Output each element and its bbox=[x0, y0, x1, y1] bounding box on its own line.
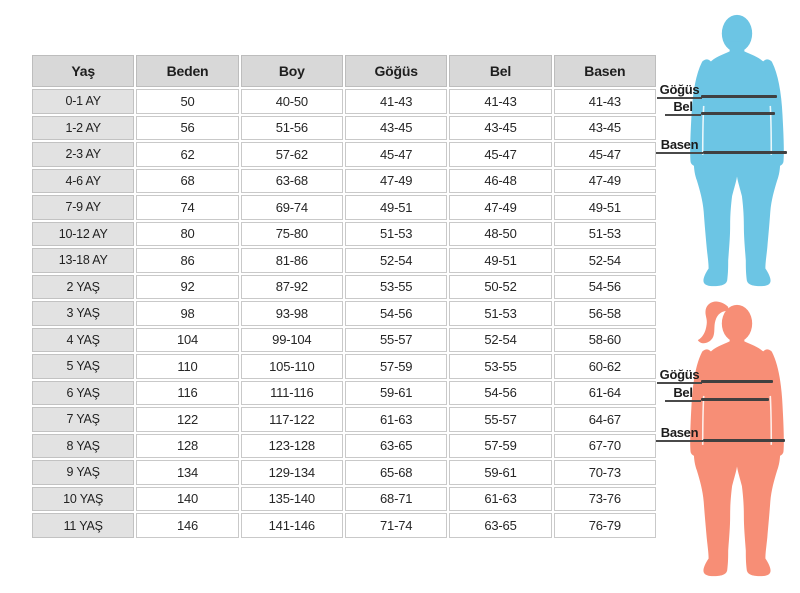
value-cell: 65-68 bbox=[345, 460, 447, 485]
column-header-1: Beden bbox=[136, 55, 238, 87]
value-cell: 61-64 bbox=[554, 381, 656, 406]
row-label-cell: 3 YAŞ bbox=[32, 301, 134, 326]
value-cell: 71-74 bbox=[345, 513, 447, 538]
size-table-body bbox=[32, 89, 656, 538]
value-cell: 59-61 bbox=[449, 460, 551, 485]
value-cell: 51-53 bbox=[449, 301, 551, 326]
value-cell: 146 bbox=[136, 513, 238, 538]
value-cell: 135-140 bbox=[241, 487, 343, 512]
value-cell: 134 bbox=[136, 460, 238, 485]
value-cell: 54-56 bbox=[449, 381, 551, 406]
value-cell: 129-134 bbox=[241, 460, 343, 485]
value-cell: 41-43 bbox=[345, 89, 447, 114]
size-table bbox=[30, 53, 658, 540]
row-label-cell: 2-3 AY bbox=[32, 142, 134, 167]
value-cell: 86 bbox=[136, 248, 238, 273]
column-header-4: Bel bbox=[449, 55, 551, 87]
value-cell: 63-65 bbox=[345, 434, 447, 459]
value-cell: 45-47 bbox=[345, 142, 447, 167]
row-label-cell: 10-12 AY bbox=[32, 222, 134, 247]
value-cell: 57-59 bbox=[345, 354, 447, 379]
table-row bbox=[32, 89, 656, 114]
value-cell: 54-56 bbox=[345, 301, 447, 326]
row-label-cell: 2 YAŞ bbox=[32, 275, 134, 300]
value-cell: 67-70 bbox=[554, 434, 656, 459]
table-row bbox=[32, 434, 656, 459]
value-cell: 47-49 bbox=[449, 195, 551, 220]
value-cell: 92 bbox=[136, 275, 238, 300]
value-cell: 53-55 bbox=[449, 354, 551, 379]
waist-measure-line bbox=[701, 398, 769, 401]
value-cell: 59-61 bbox=[345, 381, 447, 406]
value-cell: 70-73 bbox=[554, 460, 656, 485]
figure-blue-child bbox=[655, 0, 800, 295]
row-label-cell: 9 YAŞ bbox=[32, 460, 134, 485]
value-cell: 55-57 bbox=[345, 328, 447, 353]
value-cell: 43-45 bbox=[345, 116, 447, 141]
hips-label: Basen bbox=[656, 138, 703, 154]
value-cell: 62 bbox=[136, 142, 238, 167]
row-label-cell: 0-1 AY bbox=[32, 89, 134, 114]
column-header-2: Boy bbox=[241, 55, 343, 87]
value-cell: 93-98 bbox=[241, 301, 343, 326]
value-cell: 74 bbox=[136, 195, 238, 220]
table-row bbox=[32, 275, 656, 300]
value-cell: 47-49 bbox=[554, 169, 656, 194]
value-cell: 58-60 bbox=[554, 328, 656, 353]
value-cell: 51-56 bbox=[241, 116, 343, 141]
table-row bbox=[32, 142, 656, 167]
value-cell: 122 bbox=[136, 407, 238, 432]
table-row bbox=[32, 195, 656, 220]
row-label-cell: 8 YAŞ bbox=[32, 434, 134, 459]
value-cell: 57-62 bbox=[241, 142, 343, 167]
row-label-cell: 11 YAŞ bbox=[32, 513, 134, 538]
row-label-cell: 13-18 AY bbox=[32, 248, 134, 273]
value-cell: 50 bbox=[136, 89, 238, 114]
value-cell: 141-146 bbox=[241, 513, 343, 538]
value-cell: 105-110 bbox=[241, 354, 343, 379]
figure-pink-child bbox=[655, 290, 800, 585]
value-cell: 48-50 bbox=[449, 222, 551, 247]
value-cell: 43-45 bbox=[449, 116, 551, 141]
value-cell: 69-74 bbox=[241, 195, 343, 220]
value-cell: 63-68 bbox=[241, 169, 343, 194]
row-label-cell: 7-9 AY bbox=[32, 195, 134, 220]
table-row bbox=[32, 169, 656, 194]
table-row bbox=[32, 513, 656, 538]
value-cell: 117-122 bbox=[241, 407, 343, 432]
row-label-cell: 7 YAŞ bbox=[32, 407, 134, 432]
value-cell: 110 bbox=[136, 354, 238, 379]
value-cell: 116 bbox=[136, 381, 238, 406]
row-label-cell: 4-6 AY bbox=[32, 169, 134, 194]
chest-label: Göğüs bbox=[657, 368, 702, 384]
value-cell: 104 bbox=[136, 328, 238, 353]
value-cell: 57-59 bbox=[449, 434, 551, 459]
value-cell: 49-51 bbox=[449, 248, 551, 273]
value-cell: 61-63 bbox=[449, 487, 551, 512]
value-cell: 52-54 bbox=[554, 248, 656, 273]
hips-measure-line bbox=[703, 151, 787, 154]
value-cell: 63-65 bbox=[449, 513, 551, 538]
value-cell: 50-52 bbox=[449, 275, 551, 300]
value-cell: 41-43 bbox=[554, 89, 656, 114]
value-cell: 61-63 bbox=[345, 407, 447, 432]
row-label-cell: 4 YAŞ bbox=[32, 328, 134, 353]
value-cell: 75-80 bbox=[241, 222, 343, 247]
value-cell: 41-43 bbox=[449, 89, 551, 114]
value-cell: 128 bbox=[136, 434, 238, 459]
row-label-cell: 5 YAŞ bbox=[32, 354, 134, 379]
value-cell: 46-48 bbox=[449, 169, 551, 194]
value-cell: 68-71 bbox=[345, 487, 447, 512]
table-row bbox=[32, 301, 656, 326]
value-cell: 68 bbox=[136, 169, 238, 194]
value-cell: 43-45 bbox=[554, 116, 656, 141]
table-row bbox=[32, 222, 656, 247]
waist-measure-line bbox=[701, 112, 775, 115]
value-cell: 54-56 bbox=[554, 275, 656, 300]
value-cell: 98 bbox=[136, 301, 238, 326]
value-cell: 45-47 bbox=[449, 142, 551, 167]
chest-measure-line bbox=[701, 95, 777, 98]
table-row bbox=[32, 328, 656, 353]
value-cell: 99-104 bbox=[241, 328, 343, 353]
value-cell: 40-50 bbox=[241, 89, 343, 114]
column-header-3: Göğüs bbox=[345, 55, 447, 87]
table-row bbox=[32, 116, 656, 141]
column-header-0: Yaş bbox=[32, 55, 134, 87]
value-cell: 56 bbox=[136, 116, 238, 141]
value-cell: 51-53 bbox=[345, 222, 447, 247]
size-table-header bbox=[32, 55, 656, 87]
value-cell: 64-67 bbox=[554, 407, 656, 432]
value-cell: 49-51 bbox=[554, 195, 656, 220]
value-cell: 87-92 bbox=[241, 275, 343, 300]
value-cell: 52-54 bbox=[345, 248, 447, 273]
value-cell: 52-54 bbox=[449, 328, 551, 353]
table-row bbox=[32, 487, 656, 512]
value-cell: 123-128 bbox=[241, 434, 343, 459]
value-cell: 51-53 bbox=[554, 222, 656, 247]
hips-measure-line bbox=[703, 439, 785, 442]
column-header-5: Basen bbox=[554, 55, 656, 87]
value-cell: 49-51 bbox=[345, 195, 447, 220]
value-cell: 56-58 bbox=[554, 301, 656, 326]
value-cell: 76-79 bbox=[554, 513, 656, 538]
value-cell: 55-57 bbox=[449, 407, 551, 432]
table-row bbox=[32, 248, 656, 273]
table-row bbox=[32, 460, 656, 485]
value-cell: 81-86 bbox=[241, 248, 343, 273]
value-cell: 111-116 bbox=[241, 381, 343, 406]
value-cell: 73-76 bbox=[554, 487, 656, 512]
value-cell: 140 bbox=[136, 487, 238, 512]
table-row bbox=[32, 354, 656, 379]
value-cell: 53-55 bbox=[345, 275, 447, 300]
value-cell: 80 bbox=[136, 222, 238, 247]
chest-label: Göğüs bbox=[657, 83, 702, 99]
value-cell: 60-62 bbox=[554, 354, 656, 379]
row-label-cell: 10 YAŞ bbox=[32, 487, 134, 512]
chest-measure-line bbox=[701, 380, 773, 383]
value-cell: 45-47 bbox=[554, 142, 656, 167]
table-row bbox=[32, 407, 656, 432]
hips-label: Basen bbox=[656, 426, 703, 442]
row-label-cell: 6 YAŞ bbox=[32, 381, 134, 406]
waist-label: Bel bbox=[665, 386, 701, 402]
table-row bbox=[32, 381, 656, 406]
waist-label: Bel bbox=[665, 100, 701, 116]
row-label-cell: 1-2 AY bbox=[32, 116, 134, 141]
value-cell: 47-49 bbox=[345, 169, 447, 194]
header-row bbox=[32, 55, 656, 87]
